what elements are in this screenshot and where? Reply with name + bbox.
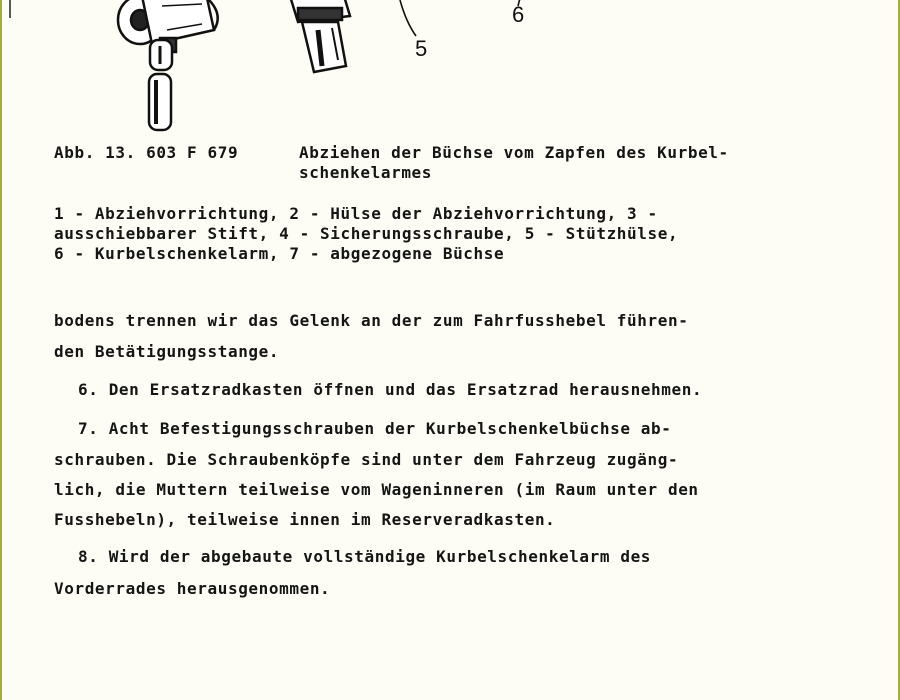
figure-title-line-1: Abziehen der Büchse vom Zapfen des Kurbel- bbox=[299, 143, 729, 162]
pulled-bushing bbox=[149, 40, 172, 130]
list-item-8-continuation: Vorderrades herausgenommen. bbox=[54, 579, 331, 598]
technical-illustration bbox=[2, 0, 900, 140]
figure-number: Abb. 13. 603 F 679 bbox=[54, 143, 239, 162]
list-item-7-continuation: schrauben. Die Schraubenköpfe sind unter dem Fahrzeug zugäng- bbox=[54, 450, 679, 469]
support-sleeve-part bbox=[290, 0, 350, 72]
paragraph-line: bodens trennen wir das Gelenk an der zum Fahrfusshebel führen- bbox=[54, 311, 689, 330]
legend-line-2: ausschiebbarer Stift, 4 - Sicherungsschraube, 5 - Stützhülse, bbox=[54, 224, 679, 243]
list-item-6: 6. Den Ersatzradkasten öffnen und das Ersatzrad herausnehmen. bbox=[78, 380, 703, 399]
list-item-7-continuation: Fusshebeln), teilweise innen im Reserveradkasten. bbox=[54, 510, 556, 529]
list-item-7-continuation: lich, die Muttern teilweise vom Wageninneren (im Raum unter den bbox=[54, 480, 699, 499]
puller-drawing bbox=[2, 0, 900, 140]
callout-5-leader bbox=[400, 0, 416, 36]
callout-5: 5 bbox=[415, 36, 428, 61]
list-item-7: 7. Acht Befestigungsschrauben der Kurbelschenkelbüchse ab- bbox=[78, 419, 672, 438]
list-item-8: 8. Wird der abgebaute vollständige Kurbelschenkelarm des bbox=[78, 547, 652, 566]
paragraph-line: den Betätigungsstange. bbox=[54, 342, 280, 361]
figure-title-line-2: schenkelarmes bbox=[299, 163, 433, 182]
legend-line-3: 6 - Kurbelschenkelarm, 7 - abgezogene Büchse bbox=[54, 244, 505, 263]
legend-line-1: 1 - Abziehvorrichtung, 2 - Hülse der Abziehvorrichtung, 3 - bbox=[54, 204, 658, 223]
callout-6: 6 bbox=[512, 2, 525, 27]
